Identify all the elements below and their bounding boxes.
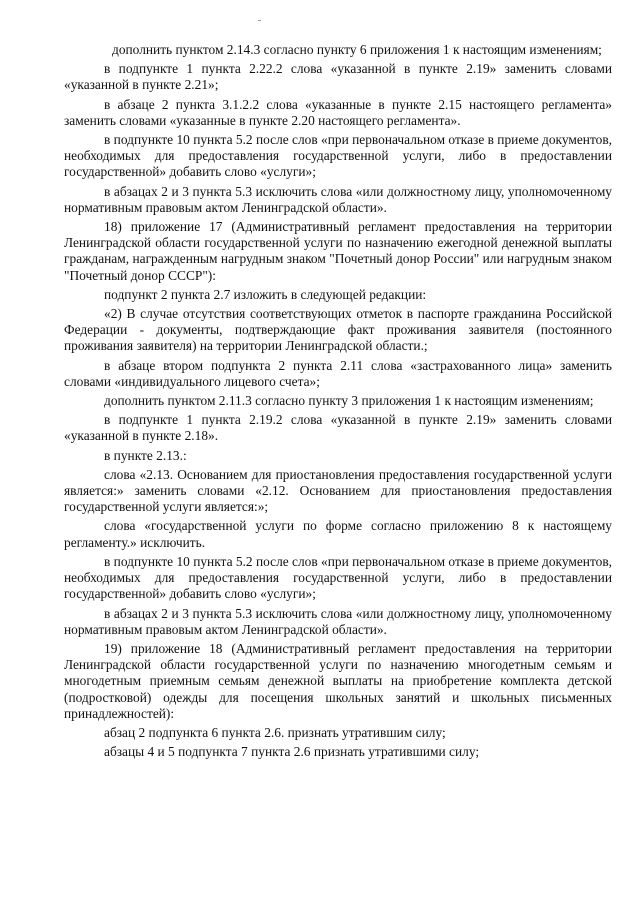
paragraph-17: 19) приложение 18 (Административный регламент предоставления на территории Ленинградской области государственной услуги по назначению многодетным семьям и многодетным приемным семьям денежной выплаты на приобретение комплекта детской (подростковой) одежды для посещения школьных занятий и школьных письменных принадлежностей): <box>64 640 612 721</box>
paragraph-18: абзац 2 подпункта 6 пункта 2.6. признать утратившим силу; <box>104 724 446 740</box>
document-body <box>64 42 612 763</box>
paragraph-6: 18) приложение 17 (Административный регламент предоставления на территории Ленинградской области государственной услуги по назначению ежегодной денежной выплаты гражданам, награжденным нагрудным знаком "Почетный донор России" или нагрудным знаком "Почетный донор СССР"): <box>64 219 612 283</box>
paragraph-13: слова «2.13. Основанием для приостановления предоставления государственной услуги является:» заменить словами «2.12. Основанием для приостановления предоставления государственной услуги является:»; <box>64 466 612 515</box>
paragraph-1: дополнить пунктом 2.14.3 согласно пункту 6 приложения 1 к настоящим изменениям; <box>112 42 602 57</box>
paragraph-8: «2) В случае отсутствия соответствующих отметок в паспорте гражданина Российской Федерации - документы, подтверждающие факт проживания заявителя (постоянного проживания заявителя) на территории Ленинградской области.; <box>64 306 612 354</box>
paragraph-11: в подпункте 1 пункта 2.19.2 слова «указанной в пункте 2.19» заменить словами «указанной в пункте 2.18». <box>64 412 612 444</box>
scan-mark <box>258 20 261 21</box>
paragraph-10: дополнить пунктом 2.11.3 согласно пункту 3 приложения 1 к настоящим изменениям; <box>104 393 594 409</box>
paragraph-16: в абзацах 2 и 3 пункта 5.3 исключить слова «или должностному лицу, уполномоченному нормативным правовым актом Ленинградской области». <box>64 605 612 637</box>
paragraph-15: в подпункте 10 пункта 5.2 после слов «при первоначальном отказе в приеме документов, необходимых для предоставления государственной услуги, либо в предоставлении государственной» добавить слово «услуги»; <box>64 553 613 602</box>
paragraph-19: абзацы 4 и 5 подпункта 7 пункта 2.6 признать утратившими силу; <box>104 744 480 760</box>
paragraph-4: в подпункте 10 пункта 5.2 после слов «при первоначальном отказе в приеме документов, необходимых для предоставления государственной услуги, либо в предоставлении государственной» добавить слово «услуги»; <box>64 132 613 180</box>
paragraph-3: в абзаце 2 пункта 3.1.2.2 слова «указанные в пункте 2.15 настоящего регламента» заменить словами «указанные в пункте 2.20 настоящего регламента». <box>64 96 612 128</box>
paragraph-5: в абзацах 2 и 3 пункта 5.3 исключить слова «или должностному лицу, уполномоченному нормативным правовым актом Ленинградской области». <box>64 183 612 215</box>
paragraph-12: в пункте 2.13.: <box>104 447 187 463</box>
paragraph-2: в подпункте 1 пункта 2.22.2 слова «указанной в пункте 2.19» заменить словами «указанной в пункте 2.21»; <box>64 61 612 93</box>
paragraph-9: в абзаце втором подпункта 2 пункта 2.11 слова «застрахованного лица» заменить словами «индивидуального лицевого счета»; <box>64 357 612 389</box>
paragraph-14: слова «государственной услуги по форме согласно приложению 8 к настоящему регламенту.» исключить. <box>64 518 612 550</box>
paragraph-7: подпункт 2 пункта 2.7 изложить в следующей редакции: <box>104 286 427 302</box>
